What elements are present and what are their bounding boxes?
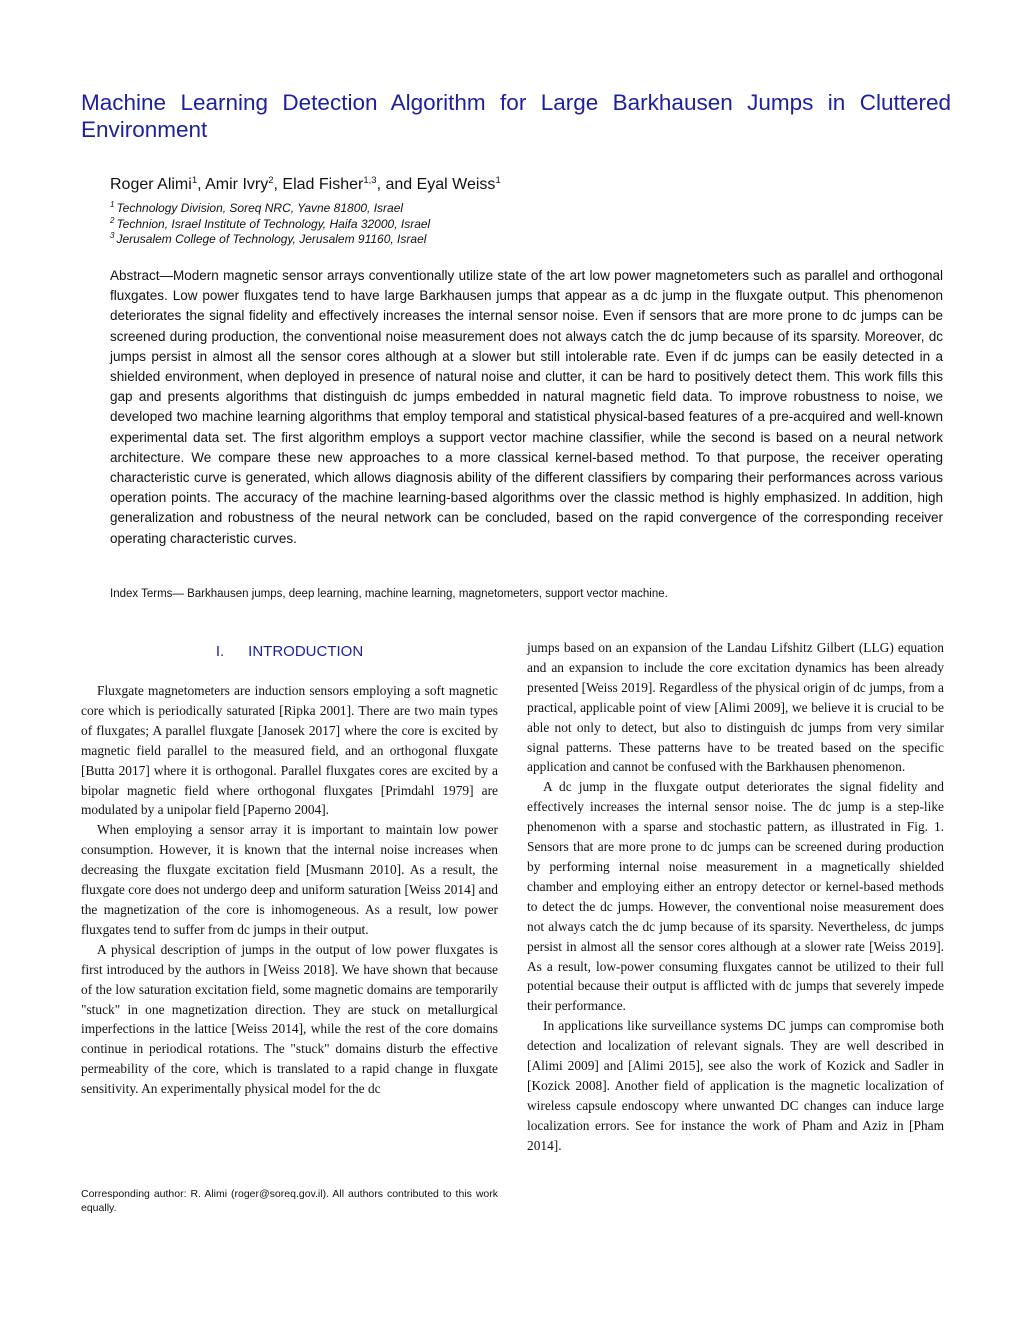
right-column	[527, 638, 944, 1156]
body-paragraph: In applications like surveillance systems DC jumps can compromise both detection and localization of relevant signals. They are well described in [Alimi 2009] and [Alimi 2015], see also the work of Kozick and Sadler in [Kozick 2008]. Another field of application is the magnetic localization of wireless capsule endoscopy where unwanted DC changes can induce large localization errors. See for instance the work of Pham and Aziz in [Pham 2014].	[527, 1018, 944, 1153]
affiliation-mark: 1	[110, 200, 115, 209]
body-paragraph: Fluxgate magnetometers are induction sensors employing a soft magnetic core which is periodically saturated [Ripka 2001]. There are two main types of fluxgates; A parallel fluxgate [Janosek 2017] where the core is excited by magnetic field parallel to the measured field, and an orthogonal fluxgate [Butta 2017] where it is orthogonal. Parallel fluxgates cores are excited by a bipolar magnetic field where orthogonal fluxgates [Primdahl 1979] are modulated by a unipolar field [Paperno 2004].	[81, 683, 498, 818]
affiliation-list	[110, 201, 710, 248]
body-paragraph: jumps based on an expansion of the Landau Lifshitz Gilbert (LLG) equation and an expansion to include the core excitation dynamics has been already presented [Weiss 2019]. Regardless of the physical origin of dc jumps, from a practical, applicable point of view [Alimi 2009], we believe it is crucial to be able not only to detect, but also to distinguish dc jumps from very similar signal patterns. These patterns have to be treated based on the specific application and cannot be confused with the Barkhausen phenomenon.	[527, 640, 944, 775]
author-affiliation-mark: 1,3	[363, 175, 377, 186]
section-heading	[81, 642, 498, 662]
affiliation-text: Jerusalem College of Technology, Jerusalem 91160, Israel	[116, 232, 427, 246]
author-affiliation-mark: 1	[495, 175, 501, 186]
left-column	[81, 681, 498, 1099]
author-name: Amir Ivry	[205, 176, 269, 193]
author-affiliation-mark: 2	[268, 175, 274, 186]
body-paragraph: A physical description of jumps in the output of low power fluxgates is first introduced by the authors in [Weiss 2018]. We have shown that because of the low saturation excitation field, some magnetic domains are temporarily "stuck" in one magnetization direction. They are stuck on metallurgical imperfections in the lattice [Weiss 2014], while the rest of the core domains continue in periodical rotations. The "stuck" domains disturb the effective permeability of the core, which is translated to a rapid change in fluxgate sensitivity. An experimentally physical model for the dc	[81, 941, 498, 1097]
affiliation	[110, 217, 710, 233]
abstract: Abstract—Modern magnetic sensor arrays conventionally utilize state of the art low power magnetometers such as parallel and orthogonal fluxgates. Low power fluxgates tend to have large Barkhausen jumps that appear as a dc jump in the fluxgate output. This phenomenon deteriorates the signal fidelity and effectively increases the internal sensor noise. Even if sensors that are more prone to dc jumps can be screened during production, the conventional noise measurement does not always catch the dc jump because of its sparsity. Moreover, dc jumps persist in almost all the sensor cores although at a slower but still intolerable rate. Even if dc jumps can be easily detected in a shielded environment, when deployed in presence of natural noise and clutter, it can be hard to positively detect them. This work fills this gap and presents algorithms that distinguish dc jumps embedded in natural magnetic field data. To improve robustness to noise, we developed two machine learning algorithms that employ temporal and statistical physical-based features of a pre-acquired and well-known experimental data set. The first algorithm employs a support vector machine classifier, while the second is based on a neural network architecture. We compare these new approaches to a more classical kernel-based method. To that purpose, the receiver operating characteristic curve is generated, which allows diagnosis ability of the different classifiers by comparing their performances across various operation points. The accuracy of the machine learning-based algorithms over the classic method is highly emphasized. In addition, high generalization and robustness of the neural network can be concluded, based on the rapid convergence of the corresponding receiver operating characteristic curves.	[110, 268, 943, 546]
paper-title: Machine Learning Detection Algorithm for Large Barkhausen Jumps in Cluttered Environment	[81, 90, 951, 142]
affiliation-mark: 3	[110, 231, 115, 240]
author-name: Roger Alimi	[110, 176, 192, 193]
author-name: Elad Fisher	[282, 176, 364, 193]
section-number: I.	[215, 643, 225, 660]
author-name: Eyal Weiss	[416, 176, 496, 193]
affiliation	[110, 232, 710, 248]
author-list	[110, 175, 501, 195]
affiliation-text: Technion, Israel Institute of Technology, Haifa 32000, Israel	[116, 216, 431, 231]
footnote: Corresponding author: R. Alimi (roger@soreq.gov.il). All authors contributed to this work equally.	[81, 1188, 498, 1214]
author-separator: ,	[273, 176, 283, 193]
body-paragraph: When employing a sensor array it is important to maintain low power consumption. However, it is known that the internal noise increases when decreasing the fluxgate excitation field [Musmann 2010]. As a result, the fluxgate core does not undergo deep and uniform saturation [Weiss 2014] and the magnetization of the core is inhomogeneous. As a result, low power fluxgates tend to suffer from dc jumps in their output.	[81, 822, 498, 937]
affiliation-mark: 2	[110, 215, 115, 225]
affiliation-text: Technology Division, Soreq NRC, Yavne 81800, Israel	[116, 201, 404, 215]
index-terms: Index Terms— Barkhausen jumps, deep learning, machine learning, magnetometers, support vector machine.	[110, 588, 668, 600]
author-separator: , and	[376, 176, 417, 193]
author-separator: ,	[197, 176, 206, 193]
author-affiliation-mark: 1	[191, 175, 198, 186]
body-paragraph: A dc jump in the fluxgate output deteriorates the signal fidelity and effectively increases the internal sensor noise. The dc jump is a step-like phenomenon with a sparse and stochastic pattern, as illustrated in Fig. 1. Sensors that are more prone to dc jumps can be screened during production by performing internal noise measurement in a magnetically shielded chamber and employing either an entropy detector or kernel-based methods to detect the dc jumps. However, the conventional noise measurement does not always catch the dc jump because of its sparsity. Nevertheless, dc jumps persist in almost all the sensor cores although at a slower rate [Weiss 2019]. As a result, low-power consuming fluxgates cannot be utilized to their full potential because their output is afflicted with dc jumps that severely impede their performance.	[527, 779, 944, 1014]
section-title: INTRODUCTION	[248, 643, 364, 660]
affiliation	[110, 201, 710, 217]
